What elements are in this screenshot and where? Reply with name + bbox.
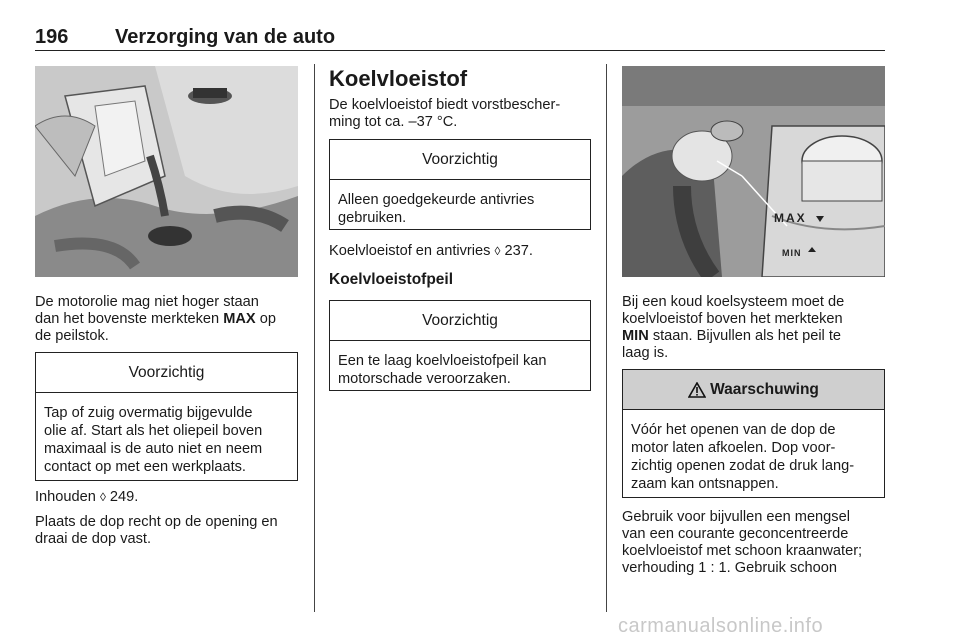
reference-link[interactable]: 237. — [500, 243, 533, 259]
coolant-reservoir-figure — [622, 66, 885, 277]
caution-body — [330, 341, 590, 388]
page-header — [35, 26, 885, 52]
warning-box — [622, 369, 885, 498]
reference-arrow-icon: ◊ — [494, 244, 501, 258]
text-line: Plaats de dop recht op de opening en — [35, 514, 278, 530]
text-line: motor laten afkoelen. Dop voor- — [631, 440, 836, 456]
column-divider-1 — [314, 64, 315, 612]
coolant-reservoir-illustration — [622, 66, 885, 277]
oil-filling-figure — [35, 66, 298, 277]
text-line — [622, 328, 892, 345]
reference-arrow-icon: ◊ — [99, 490, 106, 504]
page-number: 196 — [35, 26, 69, 48]
coolant-level-subheading: Koelvloeistofpeil — [329, 271, 454, 288]
text-line: draai de dop vast. — [35, 531, 152, 547]
caution-title: Voorzichtig — [36, 353, 297, 393]
text-line: gebruiken. — [338, 210, 407, 226]
capacity-reference — [35, 489, 305, 506]
oil-level-paragraph — [35, 294, 305, 345]
text-line: de peilstok. — [35, 328, 109, 344]
text-line: motorschade veroorzaken. — [338, 371, 511, 387]
text-line: koelvloeistof boven het merkteken — [622, 311, 843, 327]
text-line — [35, 311, 305, 328]
text-span: Koelvloeistof en antivries — [329, 243, 495, 259]
warning-triangle-icon — [688, 382, 706, 398]
reference-link[interactable]: 249. — [105, 489, 139, 505]
text-line: van een courante geconcentreerde — [622, 526, 849, 542]
text-line: De koelvloeistof biedt vorstbescher- — [329, 97, 561, 113]
watermark: carmanualsonline.info — [618, 615, 824, 637]
text-line: Gebruik voor bijvullen een mengsel — [622, 509, 850, 525]
min-mark-label: MIN — [622, 328, 649, 344]
text-line: Vóór het openen van de dop de — [631, 422, 836, 438]
text-span: op — [255, 311, 276, 327]
coolant-level-paragraph — [622, 294, 892, 362]
header-rule — [35, 50, 885, 51]
caution-box-antifreeze — [329, 139, 591, 230]
text-line: olie af. Start als het oliepeil boven — [44, 423, 263, 439]
text-line: laag is. — [622, 345, 669, 361]
warning-body — [623, 410, 884, 493]
column-divider-2 — [606, 64, 607, 612]
text-line: zichtig openen zodat de druk lang- — [631, 458, 855, 474]
text-span: dan het bovenste merkteken — [35, 311, 224, 327]
mixture-paragraph — [622, 509, 897, 577]
text-line: Bij een koud koelsysteem moet de — [622, 294, 845, 310]
text-line: Een te laag koelvloeistofpeil kan — [338, 353, 547, 369]
caution-box-oil — [35, 352, 298, 481]
text-line: Tap of zuig overmatig bijgevulde — [44, 405, 253, 421]
text-line: ming tot ca. –37 °C. — [329, 114, 458, 130]
warning-header — [623, 370, 884, 410]
max-mark-label: MAX — [223, 311, 256, 327]
caution-body — [330, 180, 590, 227]
figure-min-label: MIN — [782, 248, 802, 258]
caution-title: Voorzichtig — [330, 140, 590, 180]
oil-filling-illustration — [35, 66, 298, 277]
page-title: Verzorging van de auto — [115, 26, 336, 48]
caution-box-coolant-level — [329, 300, 591, 391]
text-span: staan. Bijvullen als het peil te — [648, 328, 842, 344]
cap-paragraph — [35, 514, 305, 548]
text-line: Alleen goedgekeurde antivries — [338, 192, 535, 208]
coolant-intro — [329, 97, 599, 131]
text-line: zaam kan ontsnappen. — [631, 476, 779, 492]
text-line: De motorolie mag niet hoger staan — [35, 294, 259, 310]
text-span: Inhouden — [35, 489, 100, 505]
antifreeze-reference — [329, 243, 599, 260]
caution-title: Voorzichtig — [330, 301, 590, 341]
text-line: koelvloeistof met schoon kraanwater; — [622, 543, 863, 559]
caution-body — [36, 393, 297, 476]
coolant-heading: Koelvloeistof — [329, 66, 468, 91]
warning-title: Waarschuwing — [710, 380, 819, 398]
text-line: contact op met een werkplaats. — [44, 459, 246, 475]
text-line: verhouding 1 : 1. Gebruik schoon — [622, 560, 837, 576]
figure-max-label: MAX — [774, 211, 807, 225]
text-line: maximaal is de auto niet en neem — [44, 441, 263, 457]
